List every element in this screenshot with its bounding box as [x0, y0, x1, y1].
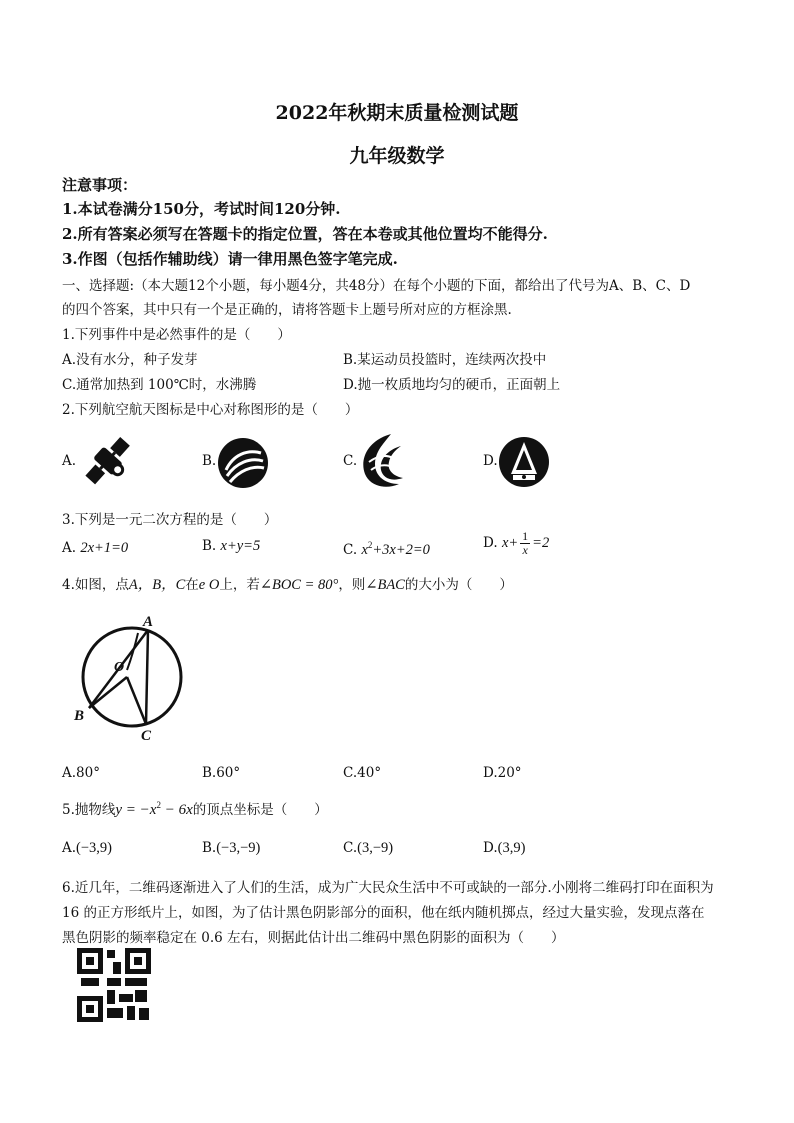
- q5-option-d: D.(3,9): [483, 840, 526, 856]
- question-2-stem: 2.下列航空航天图标是中心对称图形的是（ ）: [62, 402, 359, 418]
- point-label-o: O: [114, 660, 125, 675]
- q3-option-d: [483, 530, 549, 557]
- swirl-emblem-icon: [217, 437, 269, 489]
- notes-heading: 注意事项：: [62, 176, 138, 194]
- equation: x+ $\frac{1}{x}$ =2: [501, 529, 550, 557]
- q2-option-c: C.: [343, 453, 358, 469]
- flame-emblem-icon: [355, 432, 409, 492]
- q5-option-c: C.(3,−9): [343, 840, 394, 856]
- question-6-stem: 黑色阴影的频率稳定在 0.6 左右，则据此估计出二维码中黑色阴影的面积为（ ）: [62, 930, 565, 946]
- circle-geometry-figure: [68, 610, 188, 750]
- q1-option-d: D.抛一枚质地均匀的硬币，正面朝上: [343, 377, 561, 393]
- q4-option-c: C.40°: [343, 765, 382, 781]
- option-label: A.: [62, 540, 77, 556]
- rocket-emblem-icon: [498, 436, 550, 488]
- q4-option-a: A.80°: [62, 765, 100, 781]
- satellite-icon: [80, 432, 136, 490]
- option-label: B.: [202, 538, 217, 554]
- note-item: 2.所有答案必须写在答题卡的指定位置，答在本卷或其他位置均不能得分.: [62, 225, 548, 243]
- note-item: 1.本试卷满分150分，考试时间120分钟.: [62, 200, 341, 218]
- q4-option-b: B.60°: [202, 765, 241, 781]
- equation: $x^2+3x+2=0$: [361, 540, 430, 558]
- option-label: D.: [483, 534, 498, 551]
- point-label-a: A: [143, 614, 154, 630]
- exam-title: 2022年秋期末质量检测试题: [275, 102, 519, 124]
- equation: x+y=5: [220, 538, 261, 554]
- q3-option-b: [202, 538, 260, 555]
- point-label-b: B: [74, 708, 85, 724]
- section-intro: 一、选择题:（本大题12个小题，每小题4分，共48分）在每个小题的下面，都给出了代号为A、B、C、D: [62, 278, 691, 294]
- section-intro: 的四个答案，其中只有一个是正确的，请将答题卡上题号所对应的方框涂黑.: [62, 302, 512, 318]
- question-5-stem: 5.抛物线$y = -x^2 - 6x$的顶点坐标是（ ）: [62, 800, 328, 818]
- q1-option-b: B.某运动员投篮时，连续两次投中: [343, 352, 547, 368]
- q5-option-b: B.(−3,−9): [202, 840, 261, 856]
- qr-code-figure: [77, 948, 151, 1022]
- question-4-stem: 4.如图，点A，B，C在e O上，若∠BOC = 80°，则∠BAC的大小为（ ）: [62, 577, 513, 593]
- question-1-stem: 1.下列事件中是必然事件的是（ ）: [62, 327, 291, 343]
- question-6-stem: 6.近几年，二维码逐渐进入了人们的生活，成为广大民众生活中不可或缺的一部分.小刚将二维码打印在面积为: [62, 880, 714, 896]
- q3-option-c: [343, 540, 430, 559]
- q5-option-a: A.(−3,9): [62, 840, 113, 856]
- question-6-stem: 16 的正方形纸片上，如图，为了估计黑色阴影部分的面积，他在纸内随机掷点，经过大量实验，发现点落在: [62, 905, 705, 921]
- q1-option-a: A.没有水分，种子发芽: [62, 352, 198, 368]
- q3-option-a: [62, 540, 128, 557]
- equation: 2x+1=0: [80, 540, 129, 556]
- option-label: C.: [343, 541, 358, 558]
- exam-subtitle: 九年级数学: [349, 145, 445, 167]
- q1-option-c: C.通常加热到 100℃时，水沸腾: [62, 377, 257, 393]
- q2-option-b: B.: [202, 453, 217, 469]
- q4-option-d: D.20°: [483, 765, 522, 781]
- q2-option-a: A.: [62, 453, 77, 469]
- note-item: 3.作图（包括作辅助线）请一律用黑色签字笔完成.: [62, 250, 398, 268]
- question-3-stem: 3.下列是一元二次方程的是（ ）: [62, 512, 278, 528]
- q2-option-d: D.: [483, 453, 498, 469]
- point-label-c: C: [141, 728, 152, 744]
